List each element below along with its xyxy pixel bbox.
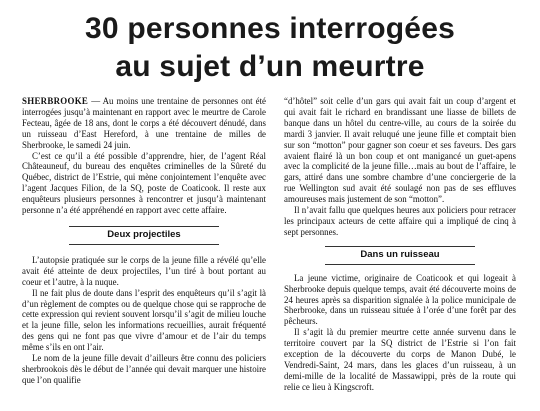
divider bbox=[325, 246, 475, 247]
divider bbox=[69, 244, 219, 245]
paragraph: La jeune victime, originaire de Coaticook et qui logeait à Sherbrooke depuis quelque temps, avait été découverte moins de 24 heures après sa disparition signalée à la police municipale de Sherbrooke, dans un ruisseau située à l’orée d’une forêt par des pêcheurs. bbox=[284, 272, 516, 327]
paragraph: Il s’agit là du premier meurtre cette année survenu dans le territoire couvert par la SQ district de l’Estrie si l’on fait exception de la découverte du corps de Manon Dubé, le Vendredi-Saint, 24 mars, dans les glaces d’un ruisseau, à un demi-mille de la localité de Massawippi, près de la route qui relie ce lieu à Kingscroft. bbox=[284, 327, 516, 392]
subheading-ruisseau bbox=[284, 246, 516, 265]
paragraph: Le nom de la jeune fille devait d’ailleurs être connu des policiers sherbrookois dès le début de l’année qui devait marquer une histoire que l’on qualifie bbox=[22, 353, 266, 385]
headline-line-2: au sujet d’un meurtre bbox=[115, 50, 425, 83]
left-column bbox=[22, 96, 266, 386]
paragraph: L’autopsie pratiquée sur le corps de la jeune fille a révélé qu’elle avait été atteinte de deux projectiles, l’un tiré à bout portant au coeur et l’autre, à la nuque. bbox=[22, 254, 266, 287]
paragraph: Il ne fait plus de doute dans l’esprit des enquêteurs qu’il s’agit là d’un règlement de comptes ou de quelque chose qui se rapproche de cette expression qui revient souvent lorsqu’il s’agit de milieu louche et la jeune fille, selon les informations recueillies, aurait fréquenté des gens qui ne font pas que vivre d’amour et de l’air du temps même s’ils en ont l’air. bbox=[22, 287, 266, 353]
subheading-projectiles bbox=[22, 226, 266, 245]
dateline: SHERBROOKE bbox=[22, 96, 89, 106]
headline-line-1: 30 personnes interrogées bbox=[85, 12, 455, 45]
paragraph: Il n’avait fallu que quelques heures aux policiers pour retracer les principaux acteurs de cette affaire qui a impliqué de cinq à sept personnes. bbox=[284, 205, 516, 237]
paragraph: “d’hôtel” soit celle d’un gars qui avait fait un coup d’argent et qui avait fait le richard en brandissant une liasse de billets de banque dans un hôtel du centre-ville, au cours de la soirée du mardi 3 janvier. Il avait reluqué une jeune fille et comptait bien sur son “motton” pour gagner son coeur et ses faveurs. Des gars avaient flairé là un bon coup et ont manigancé un guet-apens avec la complicité de la jeune fille…mais au bout de l’affaire, le gars, attiré dans une sombre chambre d’une conciergerie de la rue Wellington sud avait été soulagé non pas de ses effluves amoureuses mais justement de son “motton”. bbox=[284, 96, 516, 205]
divider bbox=[69, 226, 219, 227]
right-column bbox=[284, 96, 516, 393]
divider bbox=[325, 264, 475, 265]
lead-text: — Au moins une trentaine de personnes ont été interrogées jusqu’à maintenant en rapport avec le meurtre de Carole Fecteau, âgée de 18 ans, dont le corps a été découvert dénudé, dans un ruisseau d’East Hereford, à une trentaine de milles de Sherbrooke, le samedi 24 juin. bbox=[22, 96, 266, 150]
lead-paragraph bbox=[22, 96, 266, 151]
subheading-text: Deux projectiles bbox=[107, 228, 181, 240]
paragraph: C’est ce qu’il a été possible d’apprendre, hier, de l’agent Réal Châteauneuf, du bureau des enquêtes criminelles de la Sûreté du Québec, district de l’Estrie, qui mène conjointement l’enquête avec l’agent Jacques Filion, de la SQ, poste de Coaticook. Il reste aux enquêteurs plusieurs personnes à rencontrer et jusqu’à maintenant personne n’a été appréhendé en rapport avec cette affaire. bbox=[22, 150, 266, 216]
subheading-text: Dans un ruisseau bbox=[360, 248, 440, 260]
